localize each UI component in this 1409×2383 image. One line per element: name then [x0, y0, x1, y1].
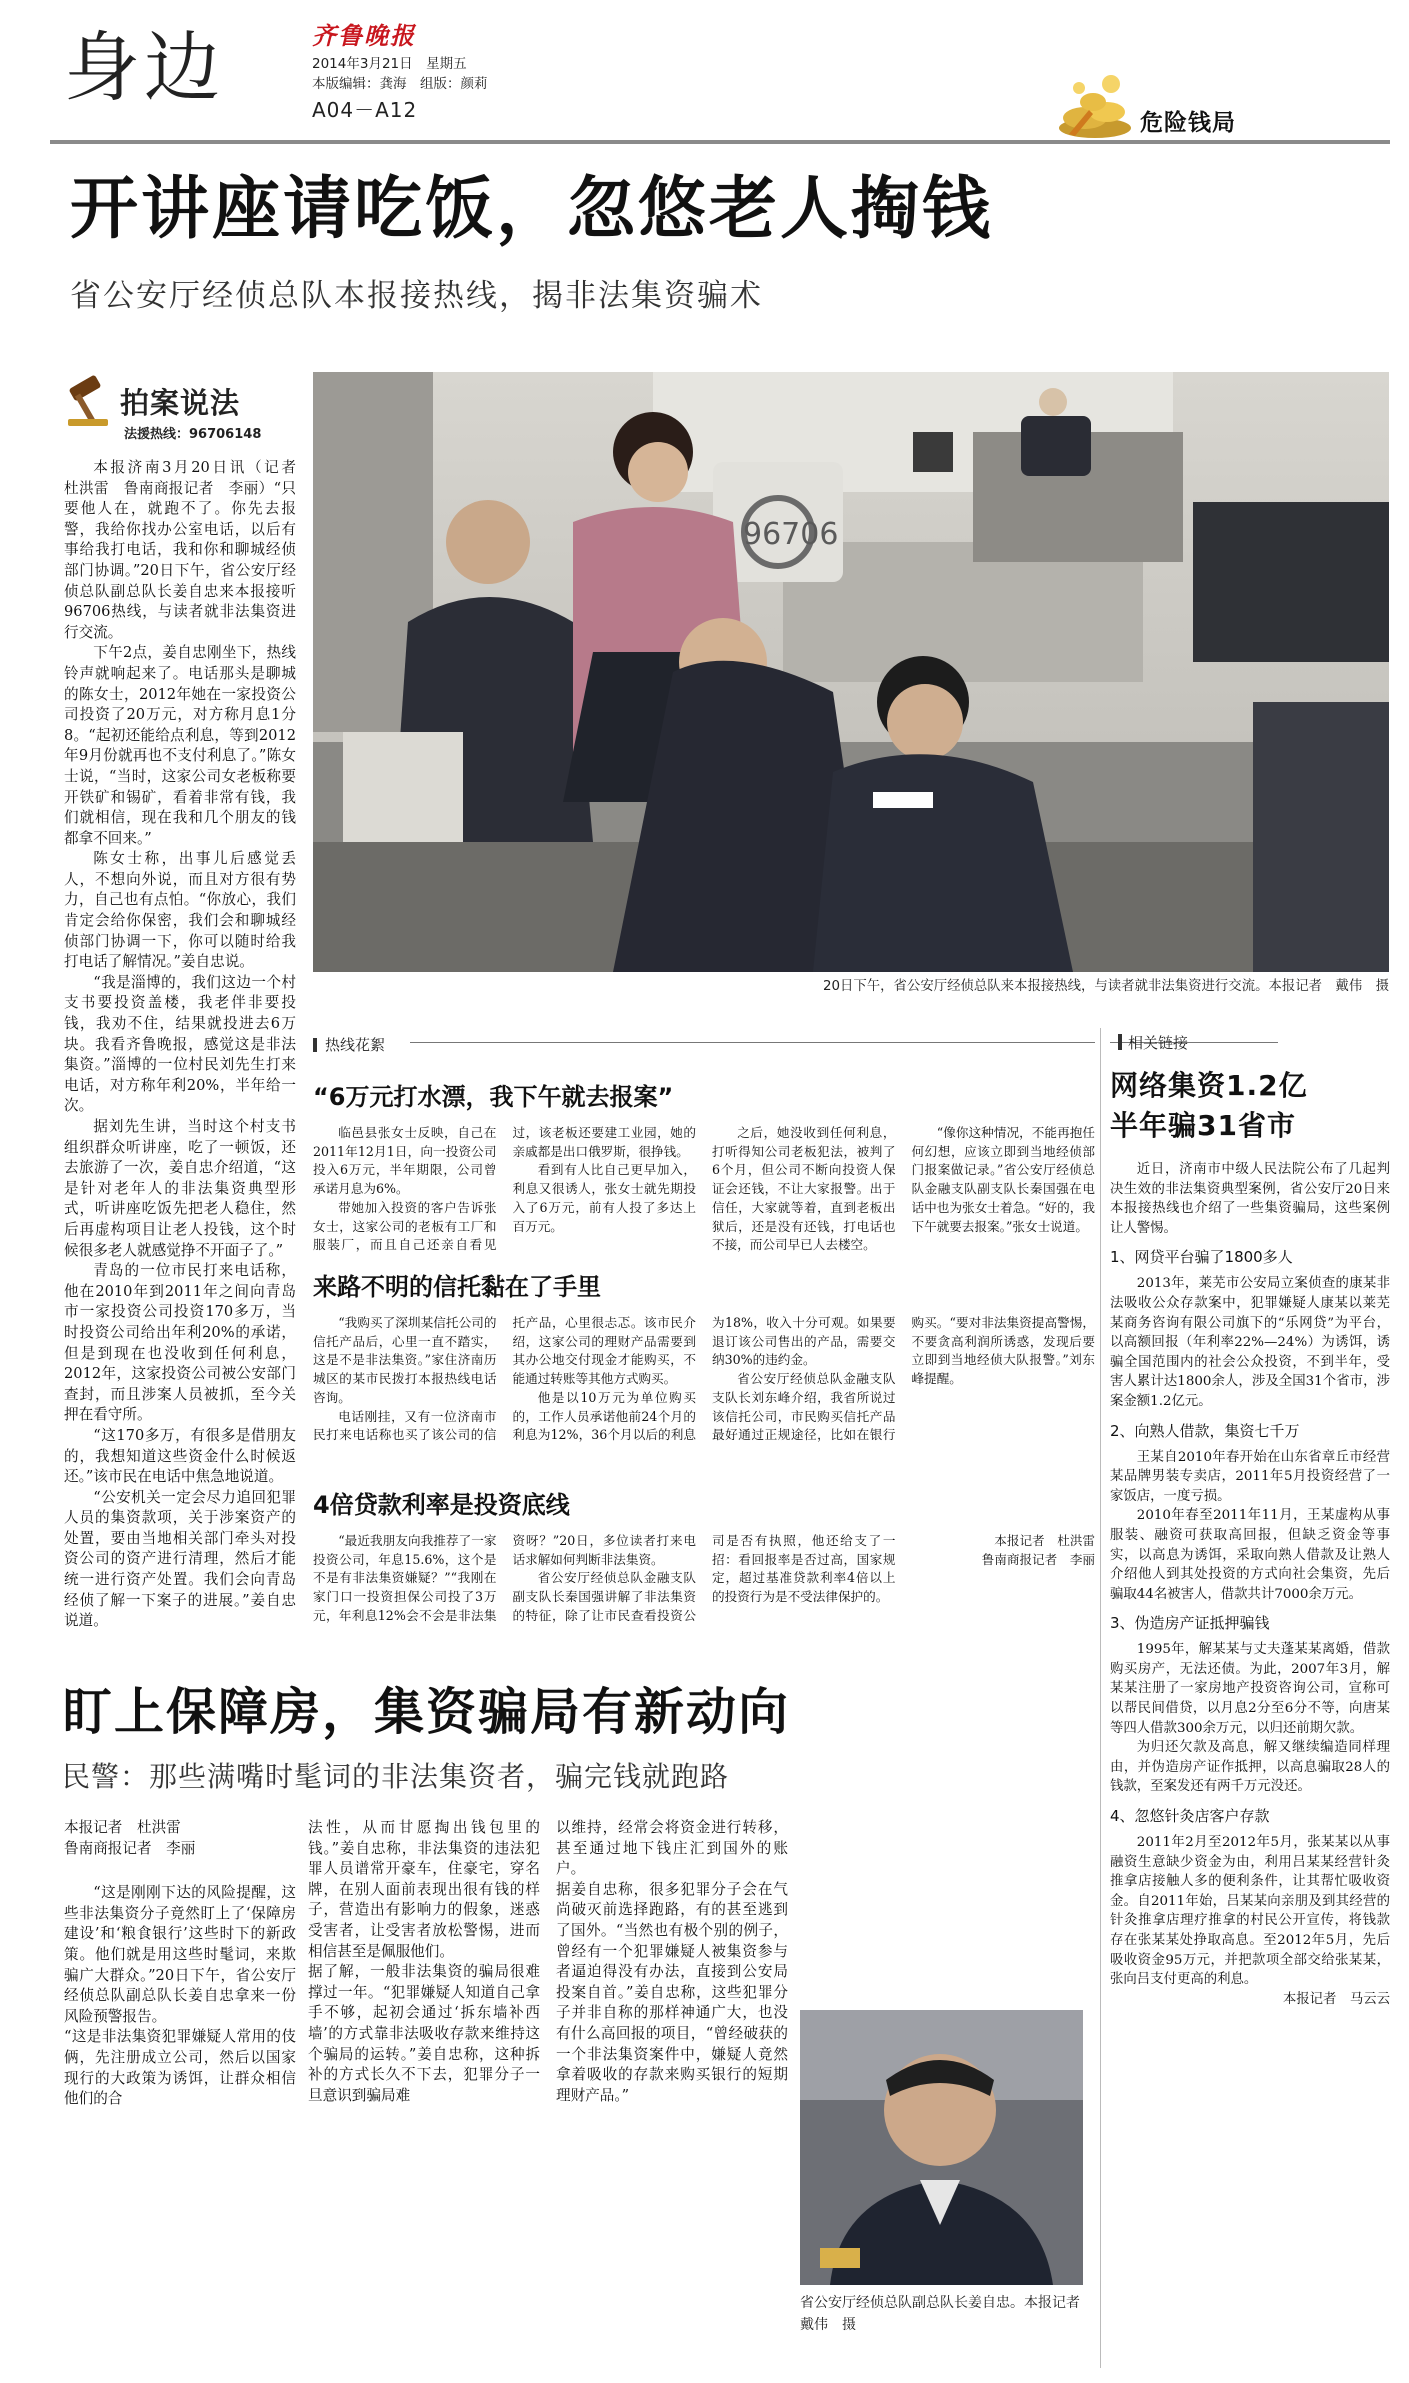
second-col-3	[556, 1818, 788, 2248]
related-title: 网络集资1.2亿 半年骗31省市	[1110, 1069, 1308, 1142]
masthead-rule	[50, 140, 1390, 144]
lead-paragraph: “我是淄博的，我们这边一个村支书要投资盖楼，我老伴非要投钱，我劝不住，结果就投进去6万块。我看齐鲁晚报，感觉这是非法集资。”淄博的一位村民刘先生打来电话，对方称年利20%，半年给一次。	[64, 973, 296, 1115]
block-paragraph: “最近我朋友向我推荐了一家投资公司，年息15.6%，这个是不是有非法集资嫌疑？”“我刚在家门口一投资担保公司投了3万元，年利息12%会不会是非法集资呀？”20日，多位读者打来电话求解如何判断非法集资。	[313, 1533, 696, 1623]
block-body	[313, 1124, 1095, 1294]
related-paragraph: 2011年2月至2012年5月，张某某以从事融资生意缺少资金为由，利用吕某某经营针灸推拿店接触人多的便利条件，让其帮忙吸收资金。自2011年始，吕某某向亲朋及到其经营的针灸推拿店理疗推拿的村民公开宣传，将钱款存在张某某处挣取高息。至2012年5月，先后吸收资金95万元，并把款项全部交给张某某，张向吕支付更高的利息。	[1110, 1835, 1390, 1988]
logo-title: 拍案说法	[120, 386, 241, 420]
block-paragraph: 省公安厅经侦总队金融支队支队长刘东峰介绍，我省所说过该信托公司，市民购买信托产品最好通过正规途径，比如在银行购买。“要对非法集资提高警惕，不要贪高利润所诱惑，发现后要立即到当地经侦大队报警。”刘东峰提醒。	[712, 1315, 1095, 1443]
lead-photo	[313, 372, 1389, 972]
hotline-block-2	[313, 1272, 1095, 1514]
related-sidebar	[1110, 1028, 1390, 2373]
related-paragraph: 2013年，莱芜市公安局立案侦查的康某非法吸收公众存款案中，犯罪嫌疑人康某以莱芜某商务咨询有限公司旗下的“乐网贷”为平台，以高额回报（年利率22%—24%）为诱饵，诱骗全国范围内的社会公众投资，不到半年，受害人累计达1800余人，涉及全国31个省市，涉案金额1.2亿元。	[1110, 1276, 1390, 1409]
second-byline: 本报记者 杜洪雷 鲁南商报记者 李丽	[64, 1819, 196, 1857]
second-paragraph: “这是刚刚下达的风险提醒，这些非法集资分子竟然盯上了‘保障房建设’和‘粮食银行’这些时下的新政策。他们就是用这些时髦词，来欺骗广大群众。”20日下午，省公安厅经侦总队副总队长姜自忠拿来一份风险预警报告。 “这是非法集资犯罪嫌疑人常用的伎俩，先注册成立公司，然后以国家现行的大政策为诱饵，让群众相信他们的合	[64, 1884, 296, 2108]
lead-paragraph: “公安机关一定会尽力追回犯罪人员的集资款项，关于涉案资产的处置，要由当地相关部门牵头对投资公司的资产进行清理，然后才能统一进行资产处置。我们会向青岛经侦了解一下案子的进展。”姜自忠说道。	[64, 1488, 296, 1630]
related-subheading: 4、忽悠针灸店客户存款	[1110, 1807, 1270, 1826]
second-paragraph: 法性，从而甘愿掏出钱包里的钱。”姜自忠称，非法集资的违法犯罪人员谱常开豪车，住豪宅，穿名牌，在别人面前表现出很有钱的样子，营造出有影响力的假象，迷惑受害者，让受害者放松警惕，进而相信甚至是佩服他们。 据了解，一般非法集资的骗局很难撑过一年。“犯罪嫌疑人知道自己拿手不够，起初会通过‘拆东墙补西墙’的方式靠非法吸收存款来维持这个骗局的运转。”姜自忠称，这种拆补的方式长久不下去，犯罪分子一旦意识到骗局难	[308, 1819, 540, 2104]
second-subheadline: 民警：那些满嘴时髦词的非法集资者，骗完钱就跑路	[62, 1760, 730, 1793]
related-paragraph: 2010年春至2011年11月，王某虚构从事服装、融资可获取高回报，但缺乏资金等事实，以高息为诱饵，采取向熟人借款及让熟人介绍他人到其处投资的方式向社会集资，先后骗取44名被害人，借款共计7000余万元。	[1110, 1508, 1390, 1602]
second-col-2	[308, 1818, 540, 2368]
second-col-1	[64, 1818, 296, 2368]
related-paragraph: 近日，济南市中级人民法院公布了几起判决生效的非法集资典型案例，省公安厅20日来本报接热线也介绍了一些集资骗局，这些案例让人警惕。	[1110, 1162, 1390, 1236]
block-title: 4倍贷款利率是投资底线	[313, 1491, 570, 1519]
tag-marker	[1118, 1034, 1122, 1050]
block-paragraph: 省公安厅经侦总队金融支队副支队长秦国强讲解了非法集资的特征，除了让市民查看投资公司是否有执照，他还给支了一招：看回报率是否过高，国家规定，超过基准贷款利率4倍以上的投资行为是不受法律保护的。	[512, 1533, 896, 1623]
editors-line: 本版编辑：龚海 组版：颜莉	[312, 76, 488, 92]
related-subheading: 2、向熟人借款，集资七千万	[1110, 1421, 1300, 1440]
block-paragraph: “像你这种情况，不能再抱任何幻想，应该立即到当地经侦部门报案做记录。”省公安厅经侦总队金融支队副支队长秦国强在电话中也为张女士着急。“好的，我下午就要去报案。”张女士说道。	[911, 1125, 1095, 1234]
block-paragraph: 电话刚挂，又有一位济南市民打来电话称也买了该公司的信托产品，心里很忐忑。该市民介绍，这家公司的理财产品需要到其办公地交付现金才能购买，不能通过转账等其他方式购买。	[313, 1315, 696, 1443]
related-paragraph: 为归还欠款及高息，解又继续编造同样理由，并伪造房产证作抵押，以高息骗取28人的钱款，至案发还有两千万元没还。	[1110, 1740, 1390, 1795]
second-headline: 盯上保障房，集资骗局有新动向	[62, 1683, 790, 1741]
block-paragraph: 带她加入投资的客户告诉张女士，这家公司的老板有工厂和服装厂，而且自己还亲自看见过，该老板还要建工业园，她的亲戚都是出口俄罗斯，很挣钱。	[313, 1125, 696, 1253]
case-column-logo	[64, 375, 300, 445]
second-paragraph: 以维持，经常会将资金进行转移，甚至通过地下钱庄汇到国外的账户。 据姜自忠称，很多犯罪分子会在气尚破灭前选择跑路，有的甚至逃到了国外。“当然也有极个别的例子，曾经有一个犯罪嫌疑人被集资参与者逼迫得没有办法，直接到公安局投案自首。”姜自忠称，这些犯罪分子并非自称的那样神通广大，也没有什么高回报的项目，“曾经破获的一个非法集资案件中，嫌疑人竟然拿着吸收的存款来购买银行的短期理财产品。”	[556, 1819, 788, 2104]
lead-paragraph: “这170多万，有很多是借朋友的，我想知道这些资金什么时候返还。”该市民在电话中焦急地说道。	[64, 1426, 296, 1486]
hotline-tag-rule	[410, 1042, 1095, 1043]
block-paragraph: 他是以10万元为单位购买的，工作人员承诺他前24个月的利息为12%，36个月以后的利息为18%，收入十分可观。如果要退订该公司售出的产品，需要交纳30%的违约金。	[512, 1315, 896, 1443]
screen-hotline-number: 96706	[743, 517, 839, 552]
logo-hotline: 法援热线：96706148	[124, 427, 262, 442]
block-title: “6万元打水漂，我下午就去报案”	[313, 1083, 674, 1111]
lead-paragraph: 青岛的一位市民打来电话称，他在2010年到2011年之间向青岛市一家投资公司投资170多万，当时投资公司给出年利20%的承诺，但是到现在也没收到任何利息，2012年，这家投资公司被公安部门查封，而且涉案人员被抓，至今关押在看守所。	[64, 1262, 296, 1424]
related-subheading: 3、伪造房产证抵押骗钱	[1110, 1614, 1270, 1633]
related-items	[1110, 1160, 1390, 2009]
related-subheading: 1、网贷平台骗了1800多人	[1110, 1248, 1293, 1267]
column-name: 危险钱局	[1140, 110, 1236, 136]
hotline-block-3	[313, 1490, 1095, 1687]
column-divider	[1100, 1028, 1101, 2368]
lead-photo-caption: 20日下午，省公安厅经侦总队来本报接热线，与读者就非法集资进行交流。本报记者 戴伟 摄	[822, 979, 1389, 994]
tag-rule	[313, 1038, 317, 1052]
gavel-icon	[64, 375, 116, 429]
related-paragraph: 王某自2010年春开始在山东省章丘市经营某品牌男装专卖店，2011年5月投资经营了一家饭店，一度亏损。	[1110, 1449, 1390, 1504]
block-paragraph: 看到有人比自己更早加入，利息又很诱人，张女士就先期投入了6万元，前有人投了多达上百万元。	[512, 1162, 696, 1234]
block-body	[313, 1314, 1095, 1514]
block-paragraph: 之后，她没收到任何利息，打听得知公司老板犯法，被判了6个月，但公司不断向投资人保证会还钱，不让大家报警。出于信任，大家就等着，直到老板出狱后，还是没有还钱，打电话也不接，而公司早已人去楼空。	[712, 1125, 896, 1253]
lead-article-body	[64, 458, 311, 1630]
page-range: A04－A12	[312, 98, 418, 122]
masthead	[0, 0, 1409, 150]
related-byline: 本报记者 马云云	[1282, 1991, 1390, 2007]
lead-headline: 开讲座请吃饭，忽悠老人掏钱	[70, 170, 994, 249]
date-line: 2014年3月21日 星期五	[312, 56, 467, 72]
block-byline: 本报记者 杜洪雷 鲁南商报记者 李丽	[981, 1533, 1095, 1567]
related-tag-label: 相关链接	[1128, 1034, 1189, 1052]
block-title: 来路不明的信托黏在了手里	[313, 1273, 601, 1301]
portrait-caption: 省公安厅经侦总队副总队长姜自忠。本报记者 戴伟 摄	[800, 2295, 1094, 2333]
lead-paragraph: 下午2点，姜自忠刚坐下，热线铃声就响起来了。电话那头是聊城的陈女士，2012年她在一家投资公司投资了20万元，对方称月息1分8。“起初还能给点利息，等到2012年9月份就再也不支付利息了。”陈女士说，“当时，这家公司女老板称要开铁矿和锡矿，看着非常有钱，我们就相信，现在我和几个朋友的钱都拿不回来。”	[64, 644, 296, 847]
hotline-tag-label: 热线花絮	[325, 1036, 386, 1054]
newspaper-name: 齐鲁晚报	[312, 21, 416, 50]
lead-subheadline: 省公安厅经侦总队本报接热线，揭非法集资骗术	[70, 278, 763, 314]
related-paragraph: 1995年，解某某与丈夫蓬某某离婚，借款购买房产，无法还债。为此，2007年3月，解某某注册了一家房地产投资咨询公司，宣称可以帮民间借贷，以月息2分至6分不等，向唐某等四人借款300余万元，以归还前期欠款。	[1110, 1642, 1390, 1736]
block-paragraph: “我购买了深圳某信托公司的信托产品后，心里一直不踏实，这是不是非法集资。”家住济南历城区的某市民拨打本报热线电话咨询。	[313, 1315, 497, 1405]
portrait-photo	[800, 2010, 1083, 2285]
hotline-tag	[313, 1028, 403, 1054]
section-title: 身边	[64, 23, 224, 112]
block-body	[313, 1532, 1095, 1687]
coin-pile-icon	[1055, 62, 1135, 140]
hotline-block-1	[313, 1082, 1095, 1294]
block-paragraph: 临邑县张女士反映，自己在2011年12月1日，向一投资公司投入6万元，半年期限，公司曾承诺月息为6%。	[313, 1125, 497, 1197]
lead-paragraph: 本报济南3月20日讯（记者 杜洪雷 鲁南商报记者 李丽）“只要他人在，就跑不了。你先去报警，我给你找办公室电话，以后有事给我打电话，我和你和聊城经侦部门协调。”20日下午，省公安厅经侦总队副总队长姜自忠来本报接听96706热线，与读者就非法集资进行交流。	[64, 459, 311, 641]
lead-paragraph: 陈女士称，出事儿后感觉丢人，不想向外说，而且对方很有势力，自己也有点怕。“你放心，我们肯定会给你保密，我们会和聊城经侦部门协调一下，你可以随时给我打电话了解情况。”姜自忠说。	[64, 850, 296, 971]
lead-paragraph: 据刘先生讲，当时这个村支书组织群众听讲座，吃了一顿饭，还去旅游了一次，姜自忠介绍道，“这是针对老年人的非法集资典型形式，听讲座吃饭先把老人稳住，然后再虚构项目让老人投钱，这个时候很多老人就感觉挣不开面子了。”	[64, 1118, 296, 1259]
